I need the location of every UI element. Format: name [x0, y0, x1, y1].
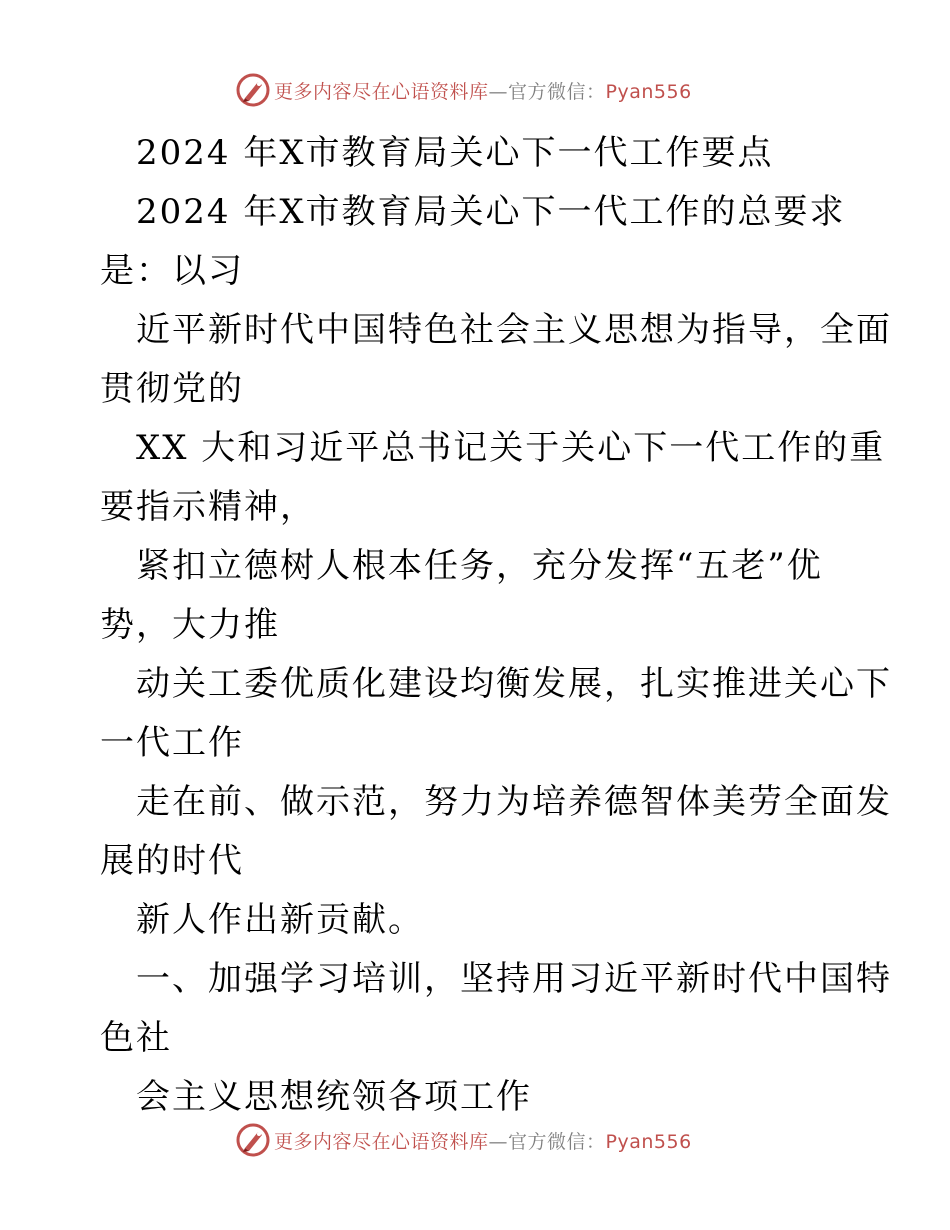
doc-line: 紧扣立德树人根本任务，充分发挥“五老”优 — [136, 546, 823, 586]
doc-line: 一代工作 — [100, 723, 244, 763]
watermark-id: Pyan556 — [605, 80, 692, 103]
doc-line: 展的时代 — [100, 841, 244, 881]
header-watermark — [236, 70, 692, 110]
doc-line: 势，大力推 — [100, 605, 280, 645]
watermark-dash: — — [488, 80, 509, 103]
doc-title: 2024 年X市教育局关心下一代工作要点 — [136, 133, 774, 173]
doc-line: 会主义思想统领各项工作 — [136, 1077, 532, 1117]
doc-line: 是：以习 — [100, 251, 244, 291]
doc-line: 走在前、做示范，努力为培养德智体美劳全面发 — [136, 782, 892, 822]
doc-line: 动关工委优质化建设均衡发展，扎实推进关心下 — [136, 664, 892, 704]
doc-line: XX 大和习近平总书记关于关心下一代工作的重 — [136, 428, 886, 468]
doc-line: 要指示精神， — [100, 487, 316, 527]
watermark-sub: 官方微信： — [508, 1130, 606, 1153]
watermark-text — [274, 77, 692, 104]
document-body — [100, 124, 892, 1127]
doc-line: 2024 年X市教育局关心下一代工作的总要求 — [136, 192, 846, 232]
watermark-id: Pyan556 — [605, 1130, 692, 1153]
section-heading: 一、加强学习培训，坚持用习近平新时代中国特 — [136, 959, 892, 999]
watermark-main: 更多内容尽在心语资料库 — [274, 80, 489, 103]
doc-line: 贯彻党的 — [100, 369, 244, 409]
doc-line: 色社 — [100, 1018, 172, 1058]
watermark-dash: — — [488, 1130, 509, 1153]
doc-line: 近平新时代中国特色社会主义思想为指导，全面 — [136, 310, 892, 350]
doc-line: 新人作出新贡献。 — [136, 900, 424, 940]
pen-logo-icon — [236, 73, 270, 107]
pen-logo-icon — [236, 1123, 270, 1157]
watermark-sub: 官方微信： — [508, 80, 606, 103]
watermark-main: 更多内容尽在心语资料库 — [274, 1130, 489, 1153]
footer-watermark — [236, 1120, 692, 1160]
watermark-text — [274, 1127, 692, 1154]
